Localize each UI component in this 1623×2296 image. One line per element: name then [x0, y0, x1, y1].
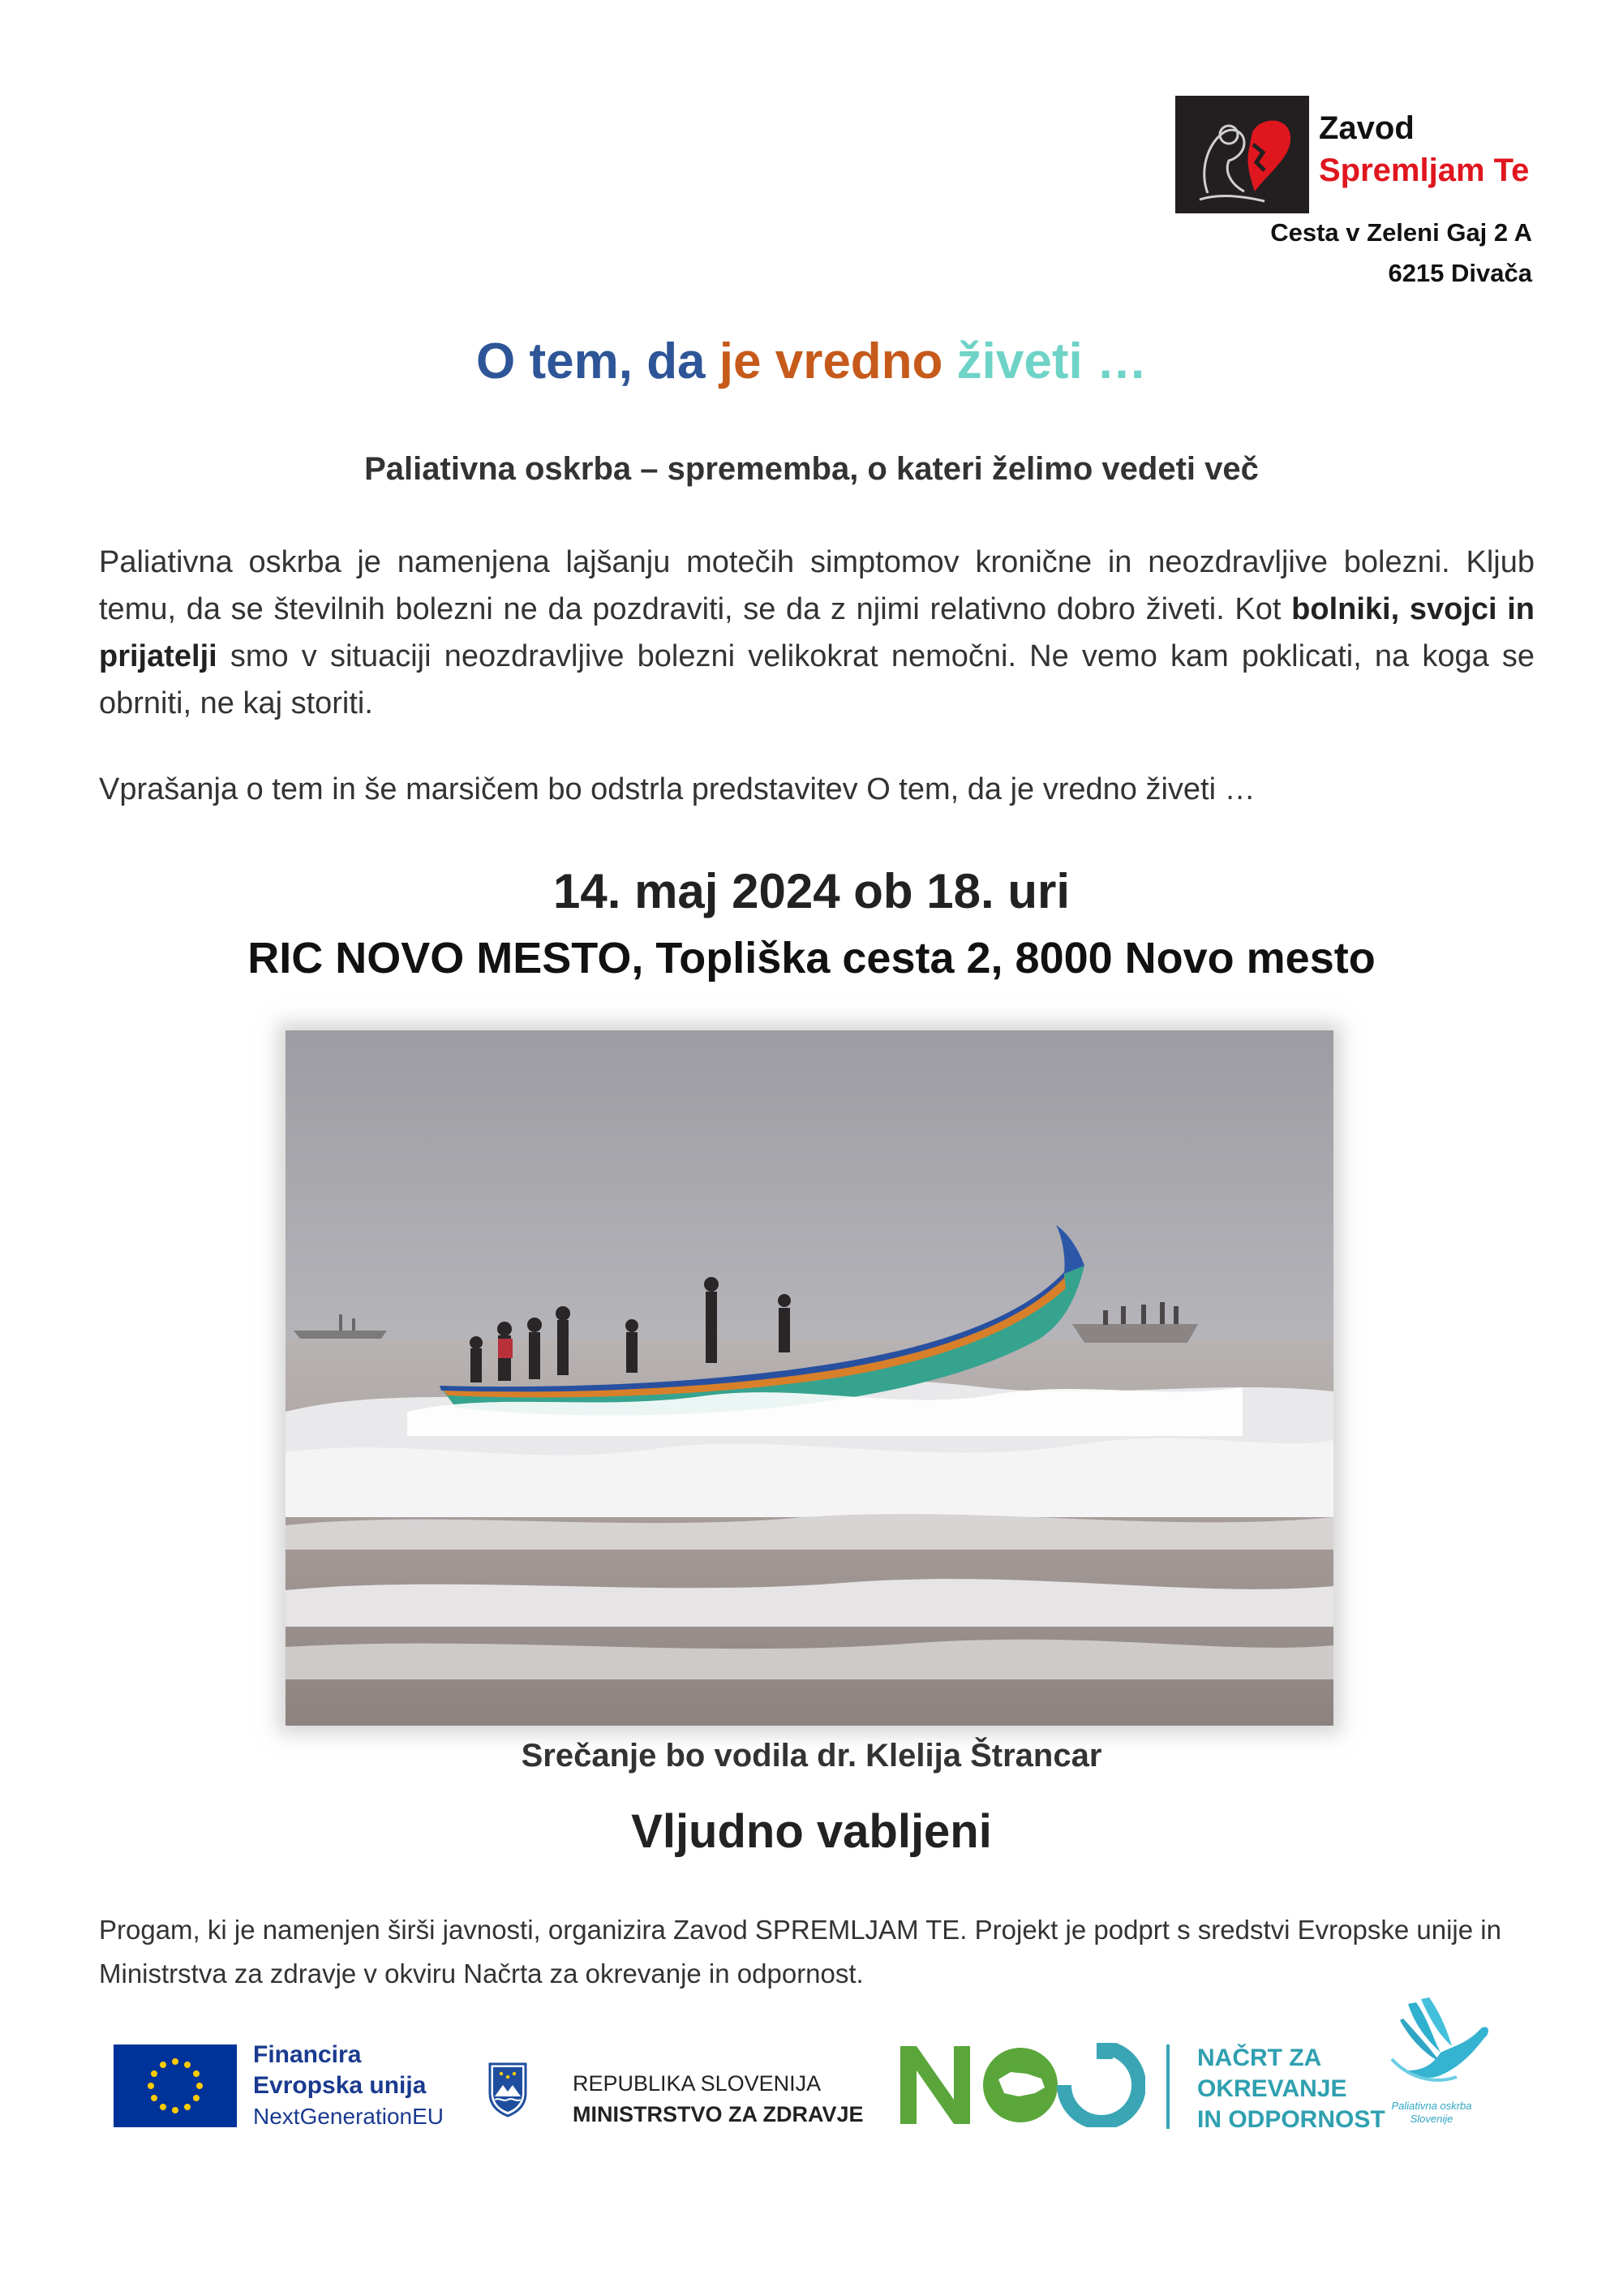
- intro-paragraph: [99, 539, 1535, 727]
- noo-logo-icon: [897, 2043, 1145, 2127]
- noo-line3: IN ODPORNOST: [1197, 2106, 1385, 2133]
- palliative-line1: Paliativna oskrba: [1391, 2100, 1472, 2112]
- footer-text: Progam, ki je namenjen širši javnosti, organizira Zavod SPREMLJAM TE. Projekt je podprt s sredstvi Evropske unije in Ministrstva za zdravje v okviru Načrta za okrevanje in odpornost.: [99, 1915, 1501, 1989]
- eu-line2: Evropska unija: [253, 2072, 427, 2099]
- slovenia-coat-of-arms-icon: [487, 2061, 529, 2118]
- address-street: Cesta v Zeleni Gaj 2 A: [1270, 218, 1532, 247]
- title-part-3: živeti …: [956, 333, 1147, 389]
- questions-paragraph: Vprašanja o tem in še marsičem bo odstrla predstavitev O tem, da je vredno živeti …: [99, 772, 1256, 806]
- noo-line2: OKREVANJE: [1197, 2075, 1347, 2102]
- eu-line1: Financira: [253, 2041, 362, 2068]
- welcome-line: Vljudno vabljeni: [631, 1805, 992, 1858]
- org-address: [1270, 213, 1532, 294]
- boat-photo: [286, 1030, 1333, 1726]
- noo-divider: [1166, 2044, 1170, 2129]
- eu-line3: NextGenerationEU: [253, 2104, 444, 2129]
- noo-text: [1197, 2043, 1385, 2135]
- leader-line: Srečanje bo vodila dr. Klelija Štrancar: [521, 1738, 1102, 1774]
- palliative-logo-text: [1371, 2100, 1492, 2126]
- title-part-2: je vredno: [719, 333, 957, 389]
- org-name-line1: Zavod: [1319, 110, 1415, 146]
- intro-text-a: Paliativna oskrba je namenjena lajšanju motečih simptomov kronične in neozdravljive bolezni. Kljub temu, da se številnih bolezni ne da pozdraviti, se da z njimi relativno dobro živeti. Kot: [99, 545, 1535, 626]
- eu-flag-icon: [114, 2044, 237, 2127]
- page-title: [0, 333, 1623, 390]
- eu-funding-text: [253, 2040, 444, 2132]
- address-city: 6215 Divača: [1388, 259, 1532, 287]
- boat-on-waves-image: [286, 1030, 1333, 1726]
- intro-text-b: smo v situaciji neozdravljive bolezni velikokrat nemočni. Ne vemo kam poklicati, na koga se obrniti, ne kaj storiti.: [99, 639, 1535, 720]
- ministry-line2: MINISTRSTVO ZA ZDRAVJE: [573, 2102, 864, 2126]
- intro-bold: bolniki, svojci in prijatelji: [99, 592, 1535, 673]
- heart-figure-icon: [1175, 96, 1309, 213]
- org-name: [1319, 107, 1529, 191]
- ministry-line1: REPUBLIKA SLOVENIJA: [573, 2071, 822, 2096]
- dove-hand-icon: [1384, 1996, 1494, 2093]
- org-name-line2: Spremljam Te: [1319, 153, 1530, 188]
- subtitle: Paliativna oskrba – sprememba, o kateri želimo vedeti več: [364, 451, 1259, 487]
- event-place: RIC NOVO MESTO, Topliška cesta 2, 8000 Novo mesto: [247, 934, 1376, 982]
- palliative-line2: Slovenije: [1410, 2113, 1453, 2125]
- event-date: 14. maj 2024 ob 18. uri: [552, 864, 1070, 918]
- title-part-1: O tem, da: [476, 333, 719, 389]
- noo-line1: NAČRT ZA: [1197, 2044, 1322, 2071]
- ministry-text: [573, 2068, 864, 2130]
- zavod-logo: [1175, 96, 1309, 213]
